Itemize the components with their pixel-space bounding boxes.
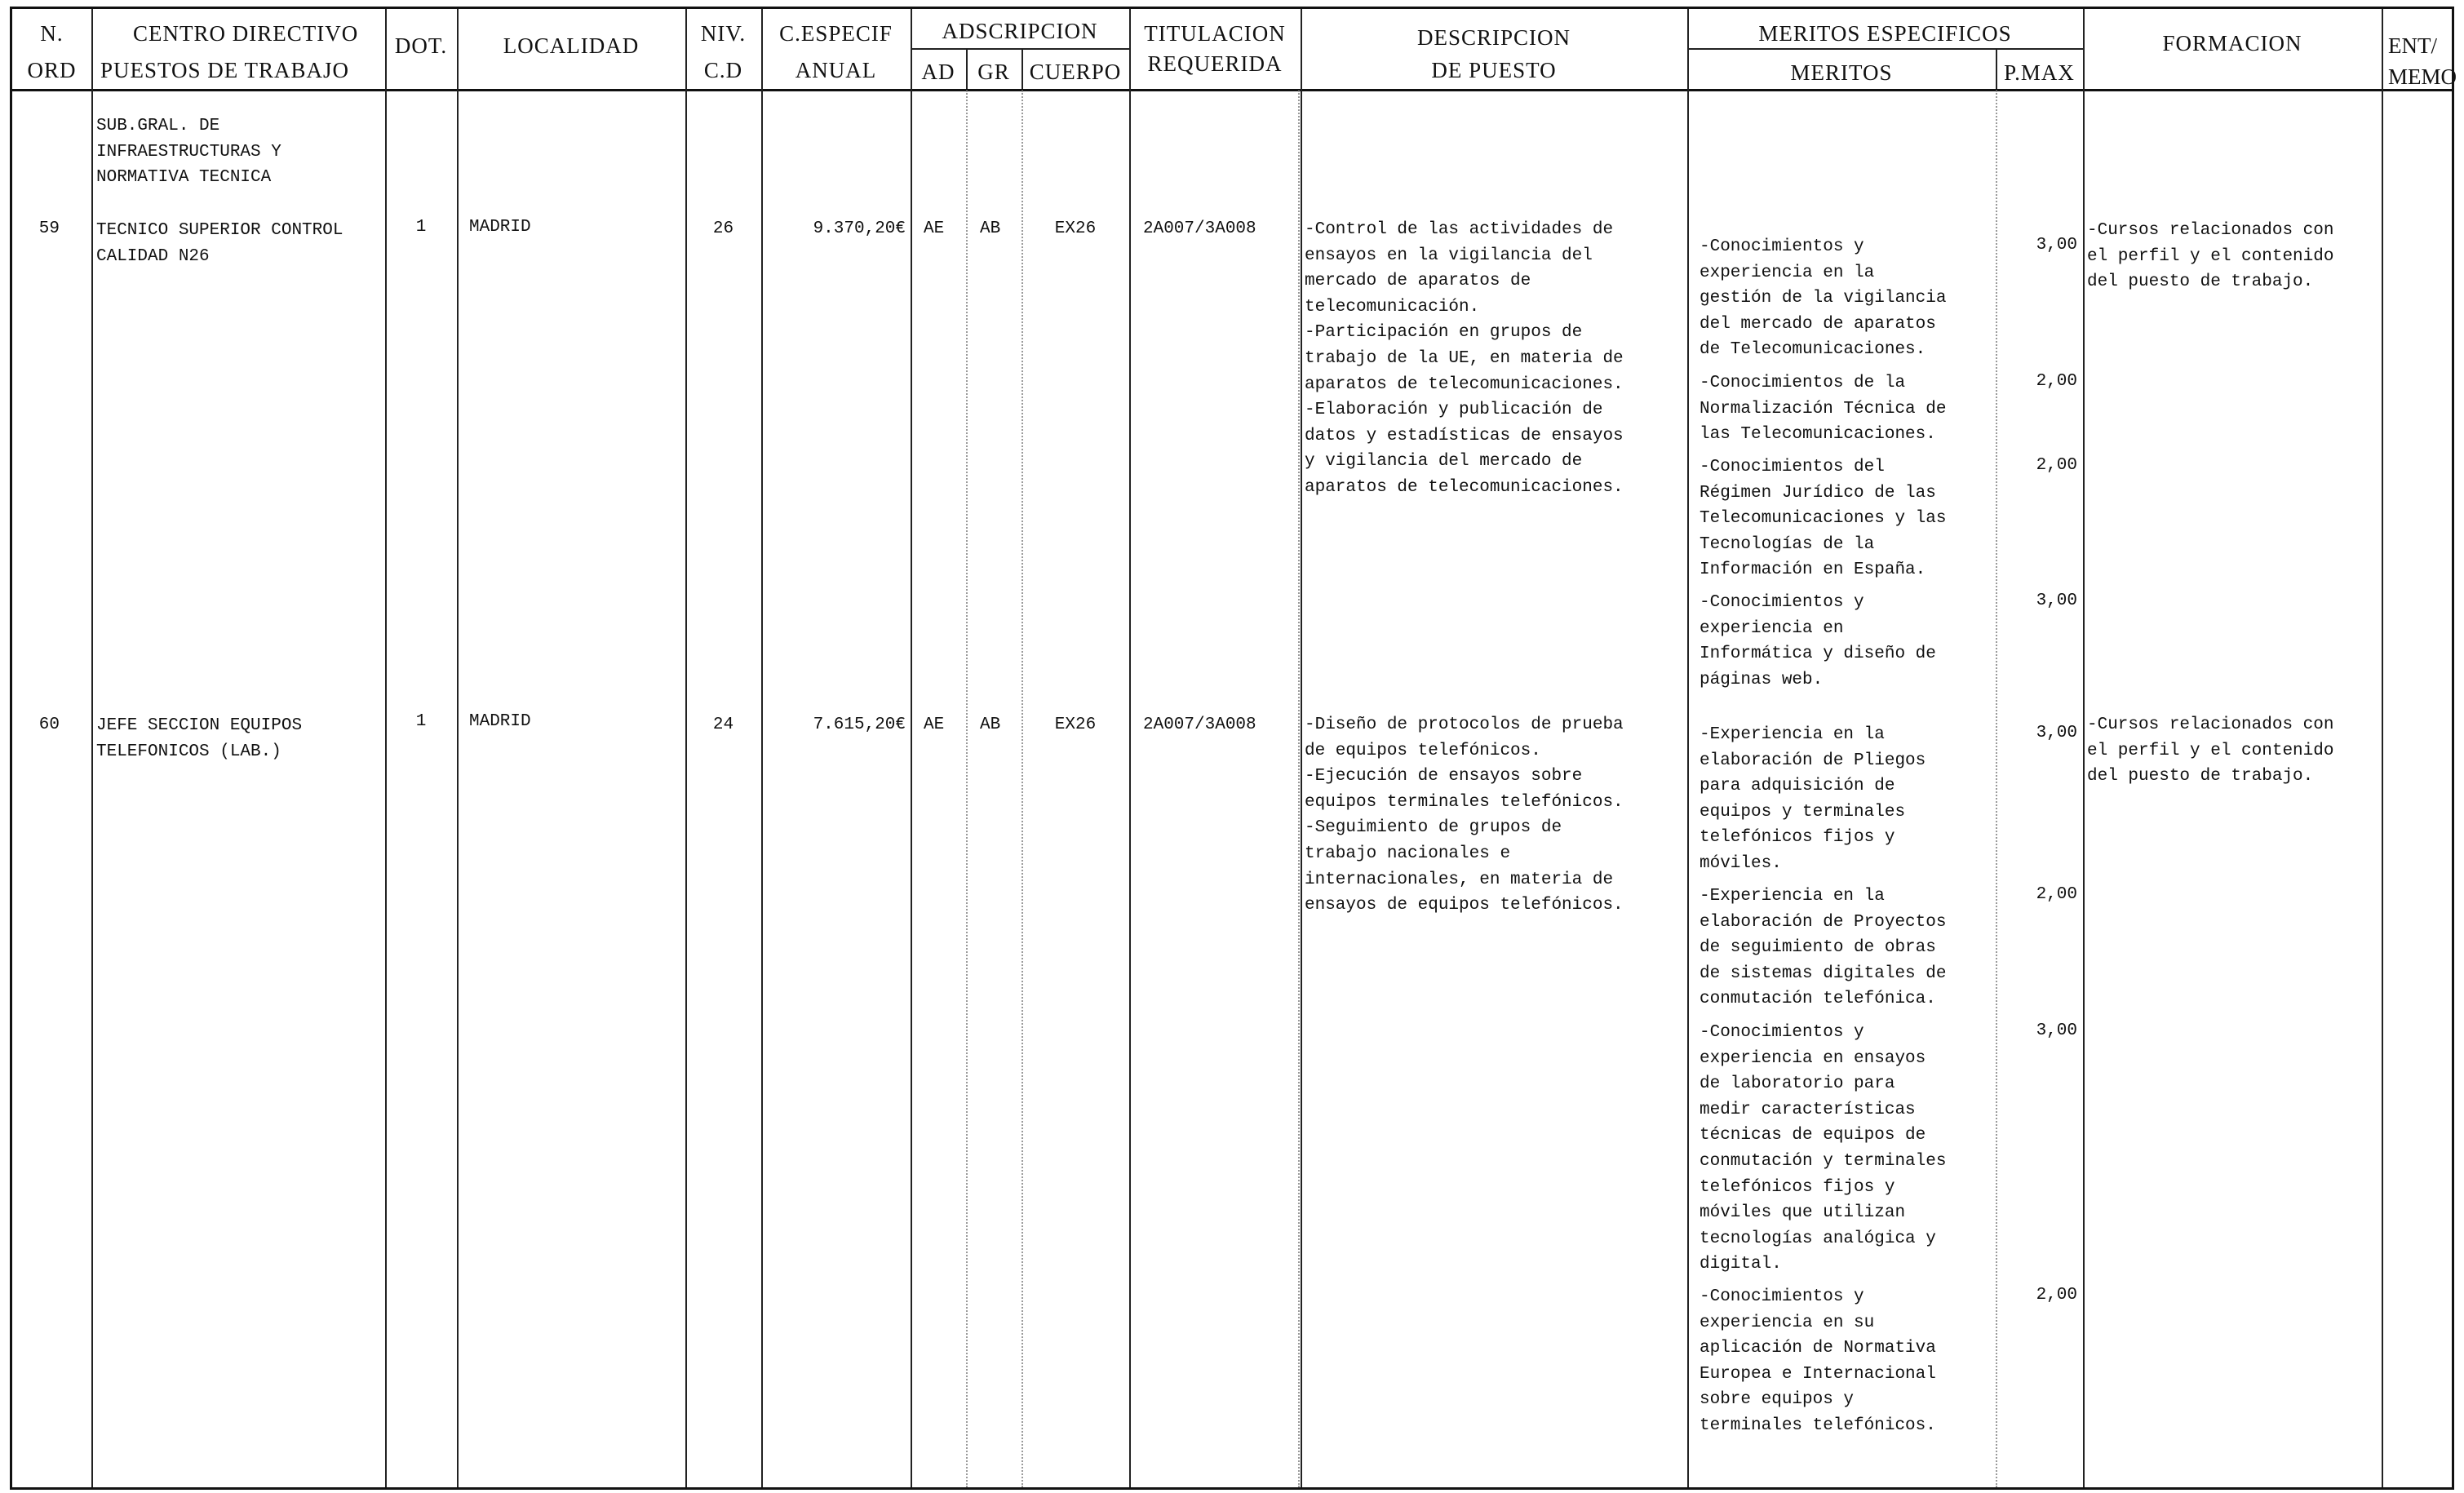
text-line: -Cursos relacionados con	[2087, 221, 2334, 240]
header-formacion: FORMACION	[2162, 31, 2302, 55]
merito-text	[1700, 722, 1926, 877]
col-guide	[1298, 91, 1300, 1487]
header-c-especif: C.ESPECIF	[779, 21, 893, 46]
merito-text	[1700, 590, 1936, 693]
text-line: trabajo nacionales e	[1305, 844, 1511, 863]
text-line: -Conocimientos del	[1700, 458, 1885, 476]
merito-pmax: 2,00	[2036, 885, 2077, 904]
row-c-especif: 7.615,20€	[813, 715, 906, 734]
header-ad: AD	[921, 60, 955, 84]
row-c-especif: 9.370,20€	[813, 219, 906, 238]
text-line: -Conocimientos y	[1700, 237, 1864, 256]
text-line: -Control de las actividades de	[1305, 220, 1614, 239]
row-nivel: 24	[712, 715, 734, 734]
text-line: -Participación en grupos de	[1305, 323, 1583, 343]
merito-text	[1700, 370, 1946, 448]
merito-pmax: 3,00	[2036, 591, 2077, 610]
row-titulacion: 2A007/3A008	[1143, 715, 1256, 734]
text-line: de Telecomunicaciones.	[1700, 340, 1926, 360]
header-dot: DOT.	[394, 33, 448, 58]
text-line: ensayos de equipos telefónicos.	[1305, 896, 1624, 915]
text-line: -Seguimiento de grupos de	[1305, 818, 1562, 838]
text-line: -Conocimientos y	[1700, 1287, 1864, 1306]
text-line: del puesto de trabajo.	[2087, 767, 2314, 786]
merito-pmax: 2,00	[2036, 456, 2077, 475]
text-line: -Ejecución de ensayos sobre	[1305, 767, 1583, 786]
text-line: terminales telefónicos.	[1700, 1415, 1936, 1435]
text-line: gestión de la vigilancia	[1700, 289, 1947, 308]
col-divider	[91, 9, 93, 1487]
text-line: aparatos de telecomunicaciones.	[1305, 477, 1624, 497]
header-ent: ENT/	[2388, 33, 2437, 58]
text-line: trabajo de la UE, en materia de	[1305, 348, 1624, 368]
text-line: y vigilancia del mercado de	[1305, 452, 1583, 472]
header-de-puesto: DE PUESTO	[1431, 58, 1557, 82]
row-n-ord: 60	[38, 715, 60, 734]
text-line: de sistemas digitales de	[1700, 964, 1947, 983]
row-gr: AB	[980, 219, 1001, 238]
header-cuerpo: CUERPO	[1029, 60, 1122, 84]
text-line: Información en España.	[1700, 560, 1926, 580]
row-puesto-line: JEFE SECCION EQUIPOS	[96, 716, 303, 735]
row-titulacion: 2A007/3A008	[1143, 219, 1256, 238]
text-line: mercado de aparatos de	[1305, 272, 1531, 291]
header-adscripcion: ADSCRIPCION	[942, 19, 1098, 43]
merito-text	[1700, 1284, 1936, 1439]
text-line: sobre equipos y	[1700, 1390, 1855, 1410]
subheader-line	[1687, 48, 2083, 50]
subheader-line	[911, 48, 1129, 50]
text-line: telefónicos fijos y	[1700, 828, 1895, 848]
col-divider	[457, 9, 459, 1487]
text-line: Europea e Internacional	[1700, 1364, 1936, 1384]
header-n: N.	[40, 21, 64, 46]
text-line: elaboración de Proyectos	[1700, 912, 1947, 932]
merito-pmax: 3,00	[2036, 724, 2077, 742]
row-nivel: 26	[712, 219, 734, 238]
text-line: de laboratorio para	[1700, 1074, 1895, 1094]
text-line: aparatos de telecomunicaciones.	[1305, 374, 1624, 394]
row-descripcion	[1305, 217, 1624, 501]
text-line: del mercado de aparatos	[1700, 314, 1936, 334]
header-titulacion: TITULACION	[1144, 21, 1286, 46]
text-line: para adquisición de	[1700, 777, 1895, 796]
col-divider	[2083, 9, 2085, 1487]
header-meritos: MERITOS	[1790, 60, 1893, 85]
col-divider	[2382, 9, 2383, 1487]
text-line: equipos terminales telefónicos.	[1305, 792, 1624, 812]
text-line: -Diseño de protocolos de prueba	[1305, 715, 1624, 734]
row-localidad: MADRID	[469, 218, 531, 237]
text-line: del puesto de trabajo.	[2087, 272, 2314, 292]
section-centro-line: NORMATIVA TECNICA	[96, 168, 272, 187]
merito-text	[1700, 234, 1946, 363]
text-line: de seguimiento de obras	[1700, 938, 1936, 958]
row-n-ord: 59	[38, 219, 60, 238]
text-line: el perfil y el contenido	[2087, 741, 2334, 760]
text-line: datos y estadísticas de ensayos	[1305, 426, 1624, 445]
text-line: internacionales, en materia de	[1305, 870, 1614, 889]
row-dot: 1	[415, 218, 427, 237]
text-line: tecnologías analógica y	[1700, 1229, 1936, 1248]
header-meritos-especificos: MERITOS ESPECIFICOS	[1758, 21, 2012, 46]
text-line: conmutación y terminales	[1700, 1151, 1947, 1171]
header-localidad: LOCALIDAD	[503, 33, 640, 58]
row-formacion	[2087, 218, 2333, 295]
text-line: -Conocimientos y	[1700, 1023, 1864, 1042]
text-line: de equipos telefónicos.	[1305, 741, 1541, 760]
text-line: -Experiencia en la	[1700, 725, 1885, 744]
text-line: experiencia en ensayos	[1700, 1048, 1926, 1068]
row-formacion	[2087, 712, 2333, 790]
row-puesto-line: TELEFONICOS (LAB.)	[96, 742, 281, 761]
header-centro: CENTRO DIRECTIVO	[133, 21, 359, 46]
row-localidad: MADRID	[469, 712, 531, 731]
section-centro-line: SUB.GRAL. DE	[96, 117, 220, 135]
text-line: móviles.	[1700, 853, 1782, 873]
header-puestos: PUESTOS DE TRABAJO	[100, 58, 350, 82]
row-cuerpo: EX26	[1054, 715, 1097, 734]
text-line: páginas web.	[1700, 670, 1824, 689]
text-line: ensayos en la vigilancia del	[1305, 246, 1593, 265]
col-divider	[1301, 9, 1302, 1487]
document-frame	[10, 7, 2457, 1490]
text-line: elaboración de Pliegos	[1700, 751, 1926, 770]
merito-pmax: 3,00	[2036, 1021, 2077, 1040]
row-puesto-line: TECNICO SUPERIOR CONTROL	[96, 221, 343, 240]
text-line: Normalización Técnica de	[1700, 399, 1947, 419]
col-divider	[1129, 9, 1131, 1487]
text-line: experiencia en su	[1700, 1313, 1875, 1332]
text-line: -Experiencia en la	[1700, 887, 1885, 906]
text-line: móviles que utilizan	[1700, 1203, 1906, 1223]
header-memo: MEMO	[2388, 64, 2457, 89]
text-line: -Elaboración y publicación de	[1305, 401, 1603, 420]
text-line: Tecnologías de la	[1700, 534, 1875, 554]
section-centro-line: INFRAESTRUCTURAS Y	[96, 143, 281, 162]
header-ord: ORD	[27, 58, 77, 82]
row-puesto-line: CALIDAD N26	[96, 247, 210, 266]
text-line: telefónicos fijos y	[1700, 1177, 1895, 1197]
col-guide	[1021, 91, 1023, 1487]
row-descripcion	[1305, 712, 1624, 919]
merito-text	[1700, 454, 1946, 583]
header-descripcion: DESCRIPCION	[1416, 25, 1571, 50]
text-line: digital.	[1700, 1255, 1782, 1274]
text-line: -Conocimientos de la	[1700, 374, 1906, 392]
header-divider	[12, 89, 2452, 91]
col-divider	[1687, 9, 1689, 1487]
merito-pmax: 3,00	[2036, 236, 2077, 255]
header-pmax: P.MAX	[2004, 60, 2075, 85]
text-line: experiencia en	[1700, 618, 1844, 638]
row-gr: AB	[980, 715, 1001, 734]
header-gr: GR	[977, 60, 1010, 84]
text-line: equipos y terminales	[1700, 802, 1906, 822]
text-line: Régimen Jurídico de las	[1700, 483, 1936, 503]
text-line: aplicación de Normativa	[1700, 1339, 1936, 1358]
header-niv: NIV.	[700, 21, 747, 46]
col-guide	[966, 91, 968, 1487]
text-line: Informática y diseño de	[1700, 645, 1936, 664]
text-line: conmutación telefónica.	[1700, 990, 1936, 1009]
text-line: las Telecomunicaciones.	[1700, 425, 1936, 445]
header-anual: ANUAL	[795, 58, 877, 82]
row-cuerpo: EX26	[1054, 219, 1097, 238]
header-cd: C.D	[703, 58, 743, 82]
col-guide	[1996, 91, 1997, 1487]
merito-text	[1700, 1020, 1946, 1278]
text-line: Telecomunicaciones y las	[1700, 509, 1947, 529]
text-line: el perfil y el contenido	[2087, 246, 2334, 266]
text-line: -Cursos relacionados con	[2087, 715, 2334, 734]
merito-pmax: 2,00	[2036, 1286, 2077, 1305]
row-ad: AE	[924, 219, 945, 238]
text-line: técnicas de equipos de	[1700, 1126, 1926, 1145]
merito-pmax: 2,00	[2036, 372, 2077, 391]
row-ad: AE	[924, 715, 945, 734]
text-line: medir características	[1700, 1100, 1916, 1119]
merito-text	[1700, 884, 1946, 1012]
text-line: experiencia en la	[1700, 263, 1875, 282]
text-line: telecomunicación.	[1305, 297, 1480, 317]
text-line: -Conocimientos y	[1700, 593, 1864, 612]
row-dot: 1	[415, 712, 427, 731]
header-requerida: REQUERIDA	[1147, 51, 1283, 76]
col-divider	[911, 9, 912, 1487]
